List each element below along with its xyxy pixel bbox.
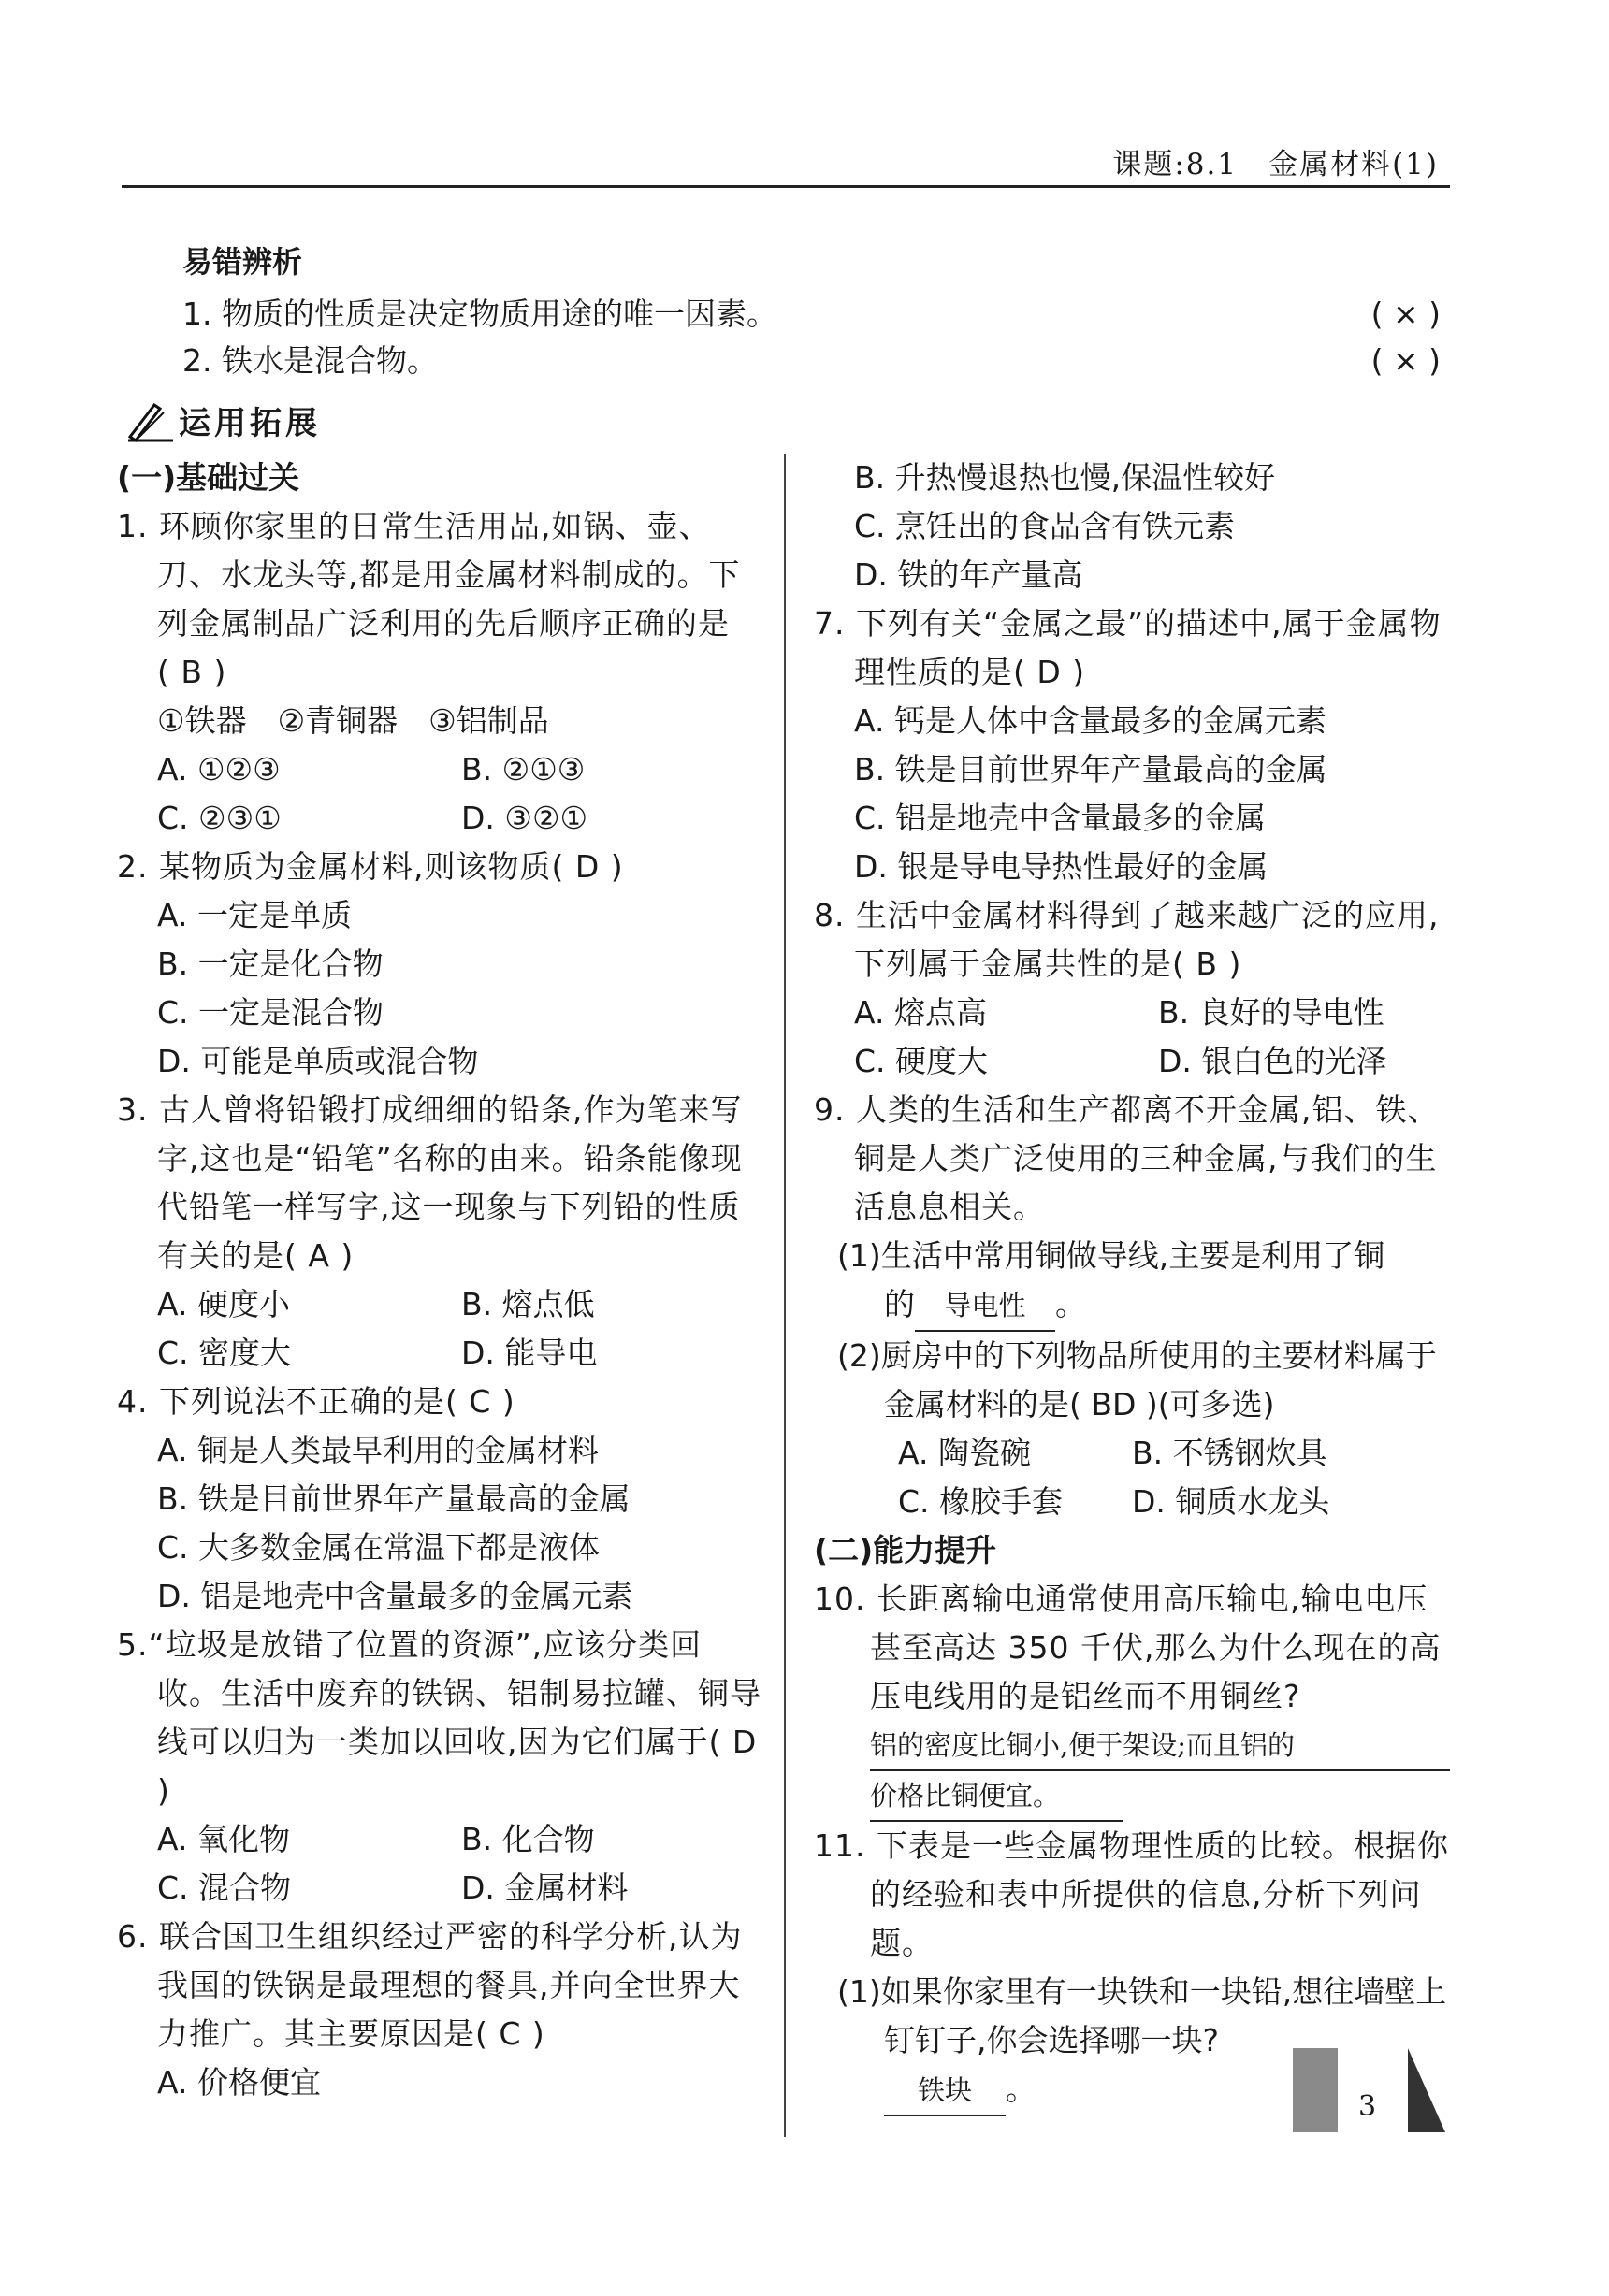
options-row	[117, 1329, 762, 1378]
answer-suffix: 。	[1006, 2071, 1036, 2107]
section-title: 运用拓展	[179, 405, 321, 442]
question-2: 2. 某物质为金属材料,则该物质( D )	[117, 848, 624, 885]
sub-question-2: (2)厨房中的下列物品所使用的主要材料属于金属材料的是( BD )(可多选)	[837, 1337, 1437, 1422]
option-d: D. 铜质水龙头	[1132, 1483, 1330, 1520]
option-b: B. 一定是化合物	[157, 946, 384, 982]
subsection-title: (一)基础过关	[117, 459, 300, 496]
option-d: D. 铁的年产量高	[854, 556, 1083, 593]
option-a: A. 一定是单质	[157, 897, 352, 933]
error-analysis-title: 易错辨析	[182, 244, 303, 280]
error-item	[182, 338, 1441, 384]
lesson-title: 课题:8.1 金属材料(1)	[1112, 148, 1439, 181]
option-c: C. 橡胶手套	[898, 1483, 1064, 1520]
option-d: D. 金属材料	[461, 1870, 629, 1906]
option-a: A. 熔点高	[854, 994, 987, 1031]
option-b: B. 化合物	[461, 1821, 595, 1857]
option-d: D. 银是导电导热性最好的金属	[854, 848, 1268, 885]
error-item-text: 2. 铁水是混合物。	[182, 342, 438, 379]
option-a: A. 陶瓷碗	[898, 1435, 1031, 1471]
answer-blank: 导电性	[915, 1281, 1055, 1332]
question-8: 8. 生活中金属材料得到了越来越广泛的应用,下列属于金属共性的是( B )	[814, 897, 1440, 982]
answer-blank: 铁块	[884, 2066, 1006, 2116]
question-5: 5.“垃圾是放错了位置的资源”,应该分类回收。生活中废弃的铁锅、铝制易拉罐、铜导线可以归为一类加以回收,因为它们属于( D )	[117, 1626, 761, 1809]
question-7: 7. 下列有关“金属之最”的描述中,属于金属物理性质的是( D )	[814, 605, 1442, 690]
question-1	[117, 502, 762, 697]
question-stem: 1. 环顾你家里的日常生活用品,如锅、壶、刀、水龙头等,都是用金属材料制成的。下列金属制品广泛利用的先后顺序正确的是	[117, 508, 741, 642]
sub-question-1: (1)生活中常用铜做导线,主要是利用了铜	[837, 1237, 1385, 1274]
option-c: C. 硬度大	[854, 1043, 989, 1079]
option-b: B. 良好的导电性	[1158, 994, 1384, 1031]
option-d: D. 银白色的光泽	[1158, 1043, 1387, 1079]
option-c: C. 烹饪出的食品含有铁元素	[854, 508, 1236, 544]
question-11: 11. 下表是一些金属物理性质的比较。根据你的经验和表中所提供的信息,分析下列问题。	[814, 1827, 1449, 1961]
option-d: D. 可能是单质或混合物	[157, 1043, 479, 1079]
left-column	[117, 454, 762, 2107]
option-b: B. 升热慢退热也慢,保温性较好	[854, 459, 1276, 496]
option-a: A. 硬度小	[157, 1286, 290, 1322]
option-a: A. 价格便宜	[157, 2064, 321, 2101]
option-c: C. 铝是地壳中含量最多的金属	[854, 800, 1267, 836]
option-d: D. ③②①	[461, 800, 588, 836]
sub-question-1: (1)如果你家里有一块铁和一块铅,想往墙壁上钉钉子,你会选择哪一块?	[837, 1973, 1447, 2058]
error-analysis-section	[182, 238, 1441, 384]
option-a: A. ①②③	[157, 751, 281, 787]
option-b: B. 不锈钢炊具	[1132, 1435, 1327, 1471]
options-row	[117, 794, 762, 843]
question-10: 10. 长距离输电通常使用高压输电,输电电压甚至高达 350 千伏,那么为什么现在的高压电线用的是铝丝而不用铜丝?	[814, 1581, 1442, 1714]
options-row	[117, 1864, 762, 1913]
options-row	[117, 745, 762, 794]
error-item-mark: ( × )	[1370, 342, 1441, 379]
question-answer: ( B )	[157, 654, 227, 690]
pen-icon	[126, 399, 175, 442]
option-c: C. 混合物	[157, 1870, 292, 1906]
answer-prefix: 的	[884, 1286, 915, 1322]
option-b: B. 铁是目前世界年产量最高的金属	[157, 1480, 631, 1517]
option-c: C. ②③①	[157, 800, 282, 836]
options-row	[814, 1037, 1459, 1086]
option-a: A. 铜是人类最早利用的金属材料	[157, 1432, 599, 1468]
column-divider	[784, 454, 786, 2137]
options-row	[117, 1815, 762, 1864]
question-4: 4. 下列说法不正确的是( C )	[117, 1383, 515, 1420]
answer-line-2: 价格比铜便宜。	[870, 1771, 1123, 1822]
question-10-answer	[814, 1721, 1459, 1822]
option-b: B. 铁是目前世界年产量最高的金属	[854, 751, 1327, 787]
option-d: D. 能导电	[461, 1335, 598, 1371]
page-tab	[1293, 2048, 1338, 2132]
option-a: A. 钙是人体中含量最多的金属元素	[854, 702, 1326, 739]
options-row	[117, 1280, 762, 1329]
header-rule	[122, 185, 1450, 188]
question-3: 3. 古人曾将铅锻打成细细的铅条,作为笔来写字,这也是“铅笔”名称的由来。铅条能像现代铅笔一样写字,这一现象与下列铅的性质有关的是( A )	[117, 1091, 743, 1274]
page-number: 3	[1358, 2090, 1377, 2123]
answer-line-1: 铝的密度比铜小,便于架设;而且铝的	[870, 1721, 1450, 1771]
option-b: B. 熔点低	[461, 1286, 595, 1322]
question-items: ①铁器 ②青铜器 ③铝制品	[157, 702, 549, 739]
option-c: C. 一定是混合物	[157, 994, 384, 1031]
option-c: C. 大多数金属在常温下都是液体	[157, 1529, 601, 1566]
question-6: 6. 联合国卫生组织经过严密的科学分析,认为我国的铁锅是最理想的餐具,并向全世界大力推广。其主要原因是( C )	[117, 1918, 743, 2052]
page-corner-mark	[1408, 2048, 1445, 2132]
options-row	[814, 1429, 1459, 1478]
answer-suffix: 。	[1055, 1286, 1086, 1322]
options-row	[814, 1478, 1459, 1526]
error-item-text: 1. 物质的性质是决定物质用途的唯一因素。	[182, 296, 777, 332]
error-item	[182, 291, 1441, 338]
section-heading	[126, 397, 321, 443]
option-b: B. ②①③	[461, 751, 586, 787]
question-9: 9. 人类的生活和生产都离不开金属,铝、铁、铜是人类广泛使用的三种金属,与我们的生活息息相关。	[814, 1091, 1440, 1225]
option-a: A. 氧化物	[157, 1821, 290, 1857]
error-item-mark: ( × )	[1370, 296, 1441, 332]
options-row	[814, 989, 1459, 1037]
subsection-title: (二)能力提升	[814, 1532, 997, 1568]
option-d: D. 铝是地壳中含量最多的金属元素	[157, 1578, 633, 1614]
option-c: C. 密度大	[157, 1335, 292, 1371]
right-column	[814, 454, 1459, 2116]
sub-question-1-answer-line	[814, 1280, 1459, 1332]
